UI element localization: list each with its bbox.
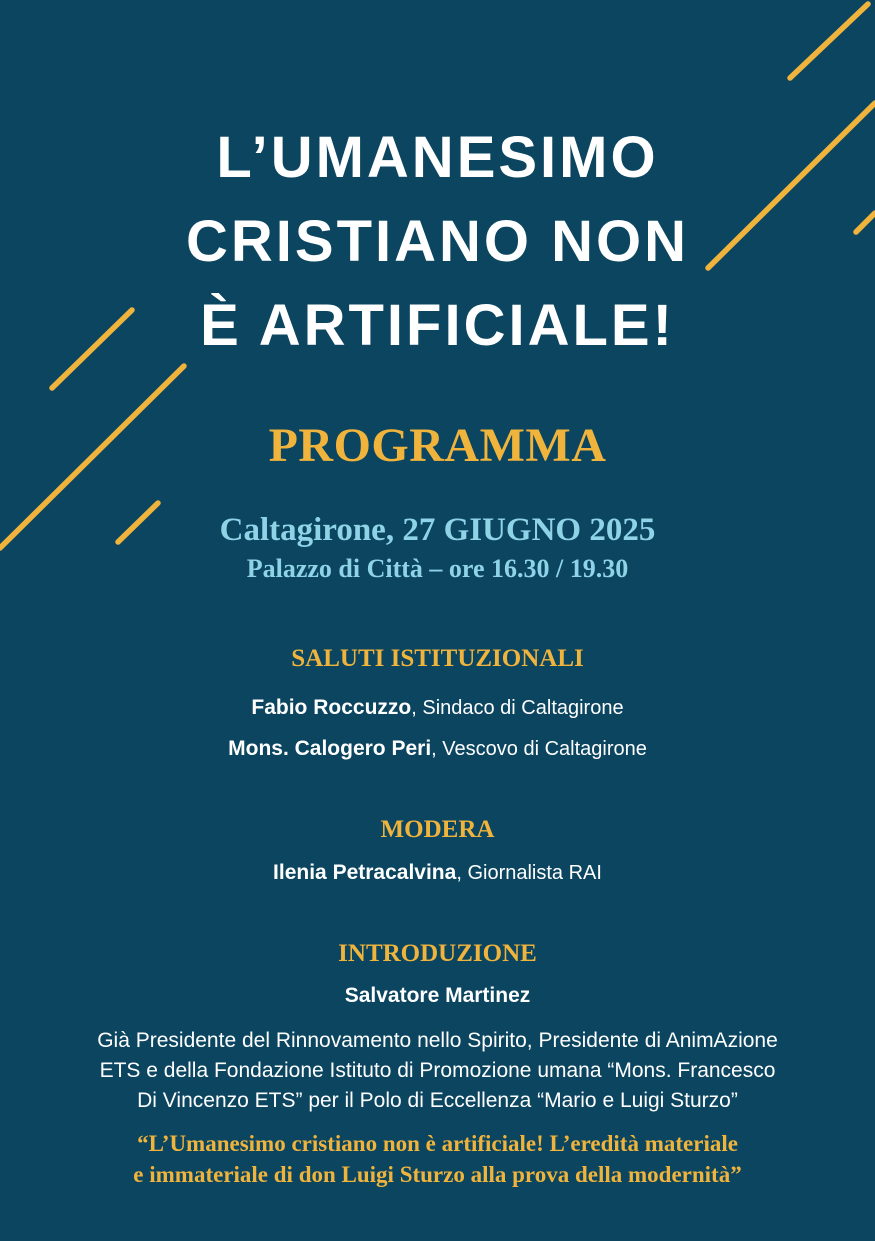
title-line: CRISTIANO NON — [186, 209, 689, 274]
introduzione-heading: INTRODUZIONE — [338, 940, 537, 967]
quote-line: e immateriale di don Luigi Sturzo alla prova della modernità” — [133, 1162, 742, 1187]
programma-heading: PROGRAMMA — [268, 419, 607, 472]
speaker-line — [0, 696, 875, 720]
moderator-role: , Giornalista RAI — [456, 862, 602, 884]
talk-title-quote — [60, 1128, 815, 1190]
speaker-role: , Vescovo di Caltagirone — [431, 738, 647, 760]
event-title — [100, 116, 775, 368]
introducer-name: Salvatore Martinez — [344, 984, 531, 1007]
description-line: ETS e della Fondazione Istituto di Promozione umana “Mons. Francesco — [99, 1059, 776, 1082]
speaker-name: Fabio Roccuzzo — [251, 696, 412, 719]
speaker-line — [0, 737, 875, 761]
event-venue-time: Palazzo di Città – ore 16.30 / 19.30 — [246, 554, 629, 583]
moderator-name: Ilenia Petracalvina — [273, 861, 457, 884]
description-line: Di Vincenzo ETS” per il Polo di Eccellenza “Mario e Luigi Sturzo” — [137, 1089, 738, 1112]
event-date: Caltagirone, 27 GIUGNO 2025 — [219, 512, 656, 548]
deco-line — [790, 4, 868, 78]
speaker-role: , Sindaco di Caltagirone — [411, 697, 624, 719]
moderator-line — [0, 861, 875, 885]
title-line: L’UMANESIMO — [216, 125, 659, 190]
quote-line: “L’Umanesimo cristiano non è artificiale! L’eredità materiale — [137, 1131, 738, 1156]
introducer-description — [40, 1026, 835, 1116]
title-line: È ARTIFICIALE! — [200, 293, 675, 358]
deco-line — [856, 213, 875, 232]
saluti-heading: SALUTI ISTITUZIONALI — [291, 645, 584, 672]
speaker-name: Mons. Calogero Peri — [228, 737, 432, 760]
modera-heading: MODERA — [380, 816, 495, 843]
description-line: Già Presidente del Rinnovamento nello Spirito, Presidente di AnimAzione — [97, 1029, 778, 1052]
introducer-line — [0, 984, 875, 1008]
